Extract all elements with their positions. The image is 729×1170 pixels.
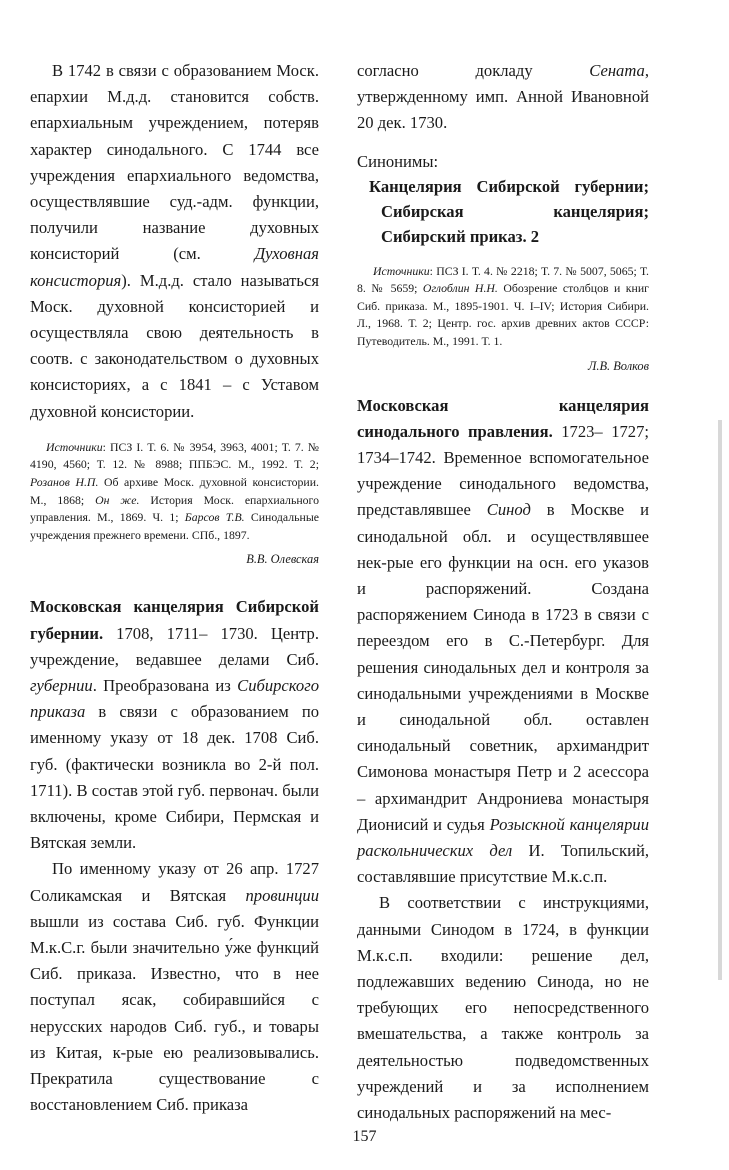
text: в Москве и синодальной обл. и осуществлявшее нек-рые его функции на осн. его указов и распоряжений. Создана распоряжением Синода в 1723 в связи с переездом его в С.-Петербург. Для решения синодальных дел и контроля за синодальными учреждениями в Москве и синодальной обл. оставлен синодальный советник, архимандрит Симонова монастыря Петр и 2 асессора – архимандрит Андрониева монастыря Дионисий и судья xyxy=(357,500,649,834)
text: . Преобразована из xyxy=(92,676,238,696)
right-sources xyxy=(357,263,649,351)
right-paragraph-1 xyxy=(357,58,649,137)
left-sources xyxy=(30,439,319,545)
left-paragraph-1 xyxy=(30,58,319,425)
text: ). М.д.д. стало называться Моск. духовной консисторией и осуществляла свою деятельность в соотв. с законодательством о духовных консисториях, а с 1841 – с Уставом духовной консистории. xyxy=(30,270,319,421)
cross-reference: Розыскной канцелярии раскольнических дел xyxy=(357,814,649,861)
cross-reference: провинции xyxy=(245,885,319,905)
text: Синодальные учреждения прежнего времени. СПб., 1897. xyxy=(30,510,319,542)
source-author: Он же. xyxy=(95,492,140,507)
page-number: 157 xyxy=(352,1128,377,1145)
scan-edge-shadow xyxy=(718,420,722,980)
cross-reference: Сибирского приказа xyxy=(30,676,319,722)
cross-reference: Духовная консистория xyxy=(30,244,319,290)
entry-title: Московская канцелярия синодального правления. xyxy=(357,395,649,441)
text: 1708, 1711– 1730. Центр. учреждение, ведавшее делами Сиб. xyxy=(30,623,319,669)
text: вышли из состава Сиб. губ. Функции М.к.С.г. были значительно у́же функций Сиб. приказа. Известно, что в нее поступал ясак, собиравшийся с нерусских народов Сиб. губ., и товары из Китая, к-рые ею реализовывались. Прекратила существование с восстановлением Сиб. приказа xyxy=(30,911,319,1115)
sources-label: Источники xyxy=(373,263,430,278)
text: По именному указу от 26 апр. 1727 Соликамская и Вятская xyxy=(30,859,319,905)
sources-label: Источники xyxy=(46,439,103,454)
text: История Моск. епархиального управления. М., 1869. Ч. 1; xyxy=(30,492,319,525)
cross-reference: губернии xyxy=(30,676,93,696)
left-column xyxy=(30,58,319,1118)
text: : ПСЗ I. Т. 4. № 2218; Т. 7. № 5007, 5065; Т. 8. № 5659; xyxy=(357,263,649,296)
left-paragraph-3 xyxy=(30,856,319,1118)
source-author: Розанов Н.П. xyxy=(30,475,99,490)
text: Обозрение столбцов и книг Сиб. приказа. М., 1895-1901. Ч. I–IV; История Сибири. Л., 1968. Т. 2; Центр. гос. архив древних актов СССР: Путеводитель. М., 1991. Т. 1. xyxy=(357,281,649,348)
right-author: Л.В. Волков xyxy=(587,358,649,373)
right-paragraph-2: В соответствии с инструкциями, данными Синодом в 1724, в функции М.к.с.п. входили: решение дел, подлежавших ведению Синода, но не требующих его непосредственного вмешательства, а также контроль за деятельностью подведомственных учреждений и за исполнением синодальных распоряжений на мес- xyxy=(357,893,649,1123)
text: 1723– 1727; 1734–1742. Временное вспомогательное учреждение синодального ведомства, представлявшее xyxy=(357,421,649,520)
text: В 1742 в связи с образованием Моск. епархии М.д.д. становится собств. епархиальным учреждением, потеряв характер синодального. С 1744 все учреждения епархиального ведомства, осуществлявшие суд.-адм. функции, получили название духовных консисторий (см. xyxy=(30,61,319,264)
right-column xyxy=(357,58,649,1126)
text: согласно докладу xyxy=(357,61,590,80)
text: , утвержденному имп. Анной Ивановной 20 дек. 1730. xyxy=(357,61,649,133)
source-author: Барсов Т.В. xyxy=(184,510,245,525)
entry-title: Московская канцелярия Сибирской губернии. xyxy=(30,597,319,643)
text: в связи с образованием по именному указу от 18 дек. 1708 Сиб. губ. (фактически возникла во 2-й пол. 1711). В состав этой губ. первонач. были включены, кроме Сибири, Пермская и Вятская земли. xyxy=(30,702,319,853)
entry-siberian-chancellery xyxy=(30,594,319,856)
cross-reference: Сената xyxy=(589,61,645,80)
text: : ПСЗ I. Т. 6. № 3954, 3963, 4001; Т. 7. № 4190, 4560; Т. 12. № 8988; ППБЭС. М., 1992. Т. 2; xyxy=(30,439,319,472)
left-author: В.В. Олевская xyxy=(246,552,319,567)
entry-synodal-chancellery xyxy=(357,393,649,891)
text: Об архиве Моск. духовной консистории. М., 1868; xyxy=(30,475,319,507)
cross-reference: Синод xyxy=(486,500,531,520)
synonyms-list: Канцелярия Сибирской губернии; Сибирская канцелярия; Сибирский приказ. 2 xyxy=(369,176,649,246)
text: И. Топильский, составлявшие присутствие М.к.с.п. xyxy=(357,841,650,887)
synonyms-label: Синонимы: xyxy=(357,151,439,171)
source-author: Оглоблин Н.Н. xyxy=(422,281,498,296)
